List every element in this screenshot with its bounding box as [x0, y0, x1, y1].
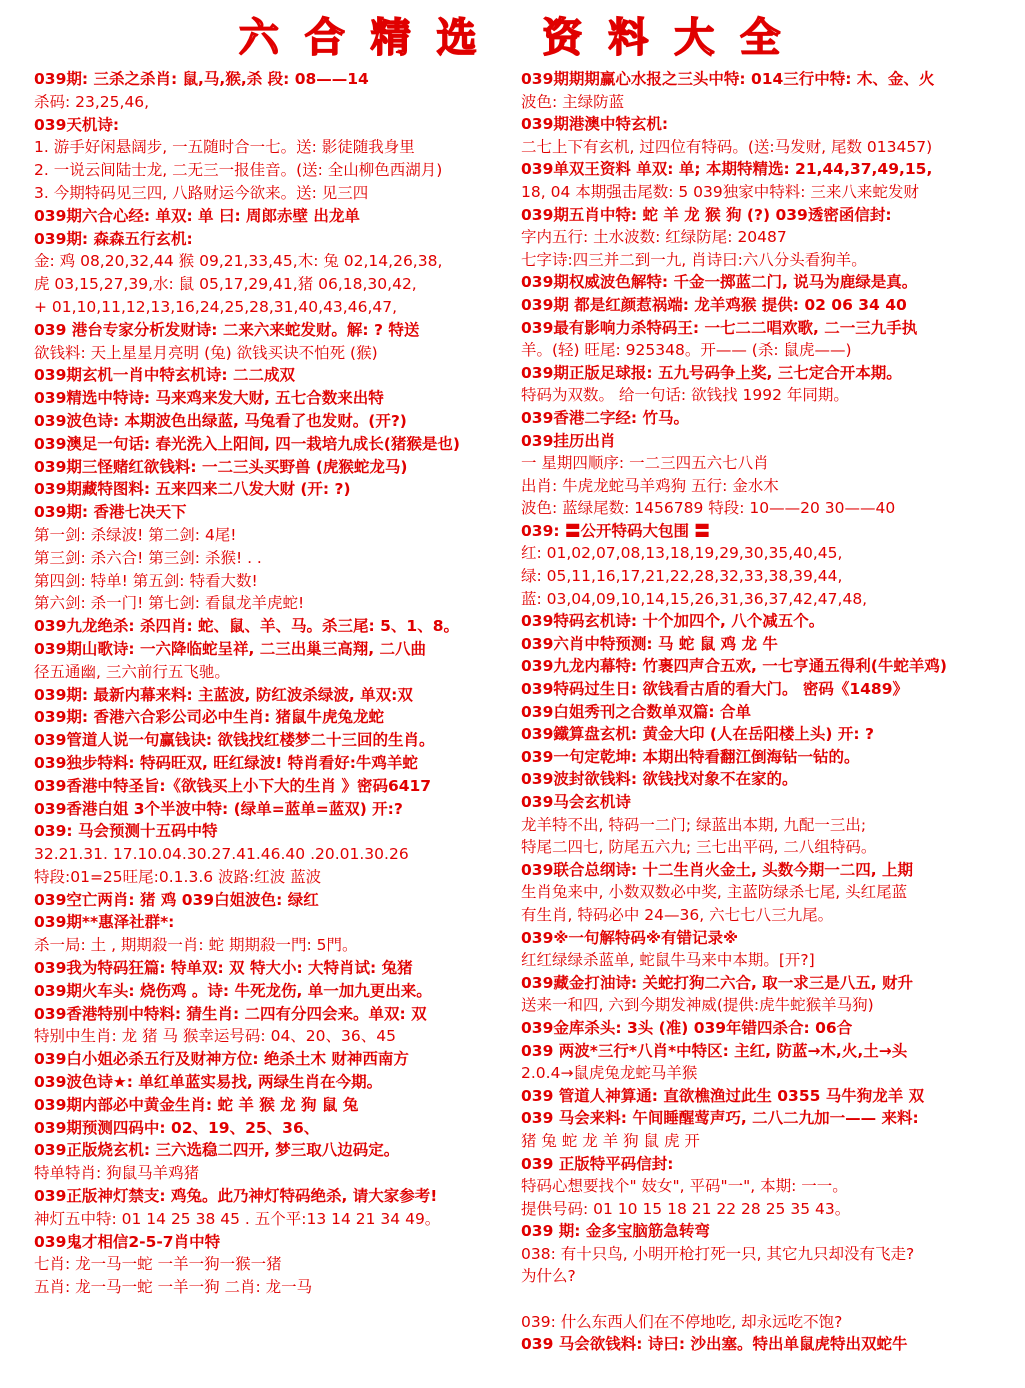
right-column-line: 039 马会欲钱料: 诗曰: 沙出塞。特出单鼠虎特出双蛇牛	[521, 1335, 908, 1354]
left-column-line: 32.21.31. 17.10.04.30.27.41.46.40 .20.01.30.26	[34, 845, 409, 864]
left-column-line: 039期: 香港七决天下	[34, 503, 187, 522]
left-column-line: 039香港白姐 3个半波中特: (绿单=蓝单=蓝双) 开:?	[34, 799, 403, 818]
left-column-line: 杀一局: 土 , 期期殺一肖: 蛇 期期殺一門: 5門。	[34, 936, 358, 955]
right-column-line: 039马会玄机诗	[521, 793, 631, 811]
left-column-line: 039 港台专家分析发财诗: 二来六来蛇发财。解: ? 特送	[34, 320, 420, 339]
right-column-line: 039波封欲钱料: 欲钱找对象不在家的。	[521, 770, 798, 789]
right-column-line: 039特码玄机诗: 十个加四个, 八个减五个。	[521, 612, 825, 631]
right-column-line: 18, 04 本期强击尾数: 5 039独家中特料: 三来八来蛇发财	[521, 182, 919, 201]
left-column-line: 039期三怪赌红欲钱料: 一二三头买野兽 (虎猴蛇龙马)	[34, 457, 408, 476]
right-column-line: 039: 什么东西人们在不停地吃, 却永远吃不饱?	[521, 1312, 843, 1331]
right-column-line: 039 管道人神算通: 直欲樵渔过此生 0355 马牛狗龙羊 双	[521, 1086, 925, 1105]
left-column-line: 039期六合心经: 单双: 单 曰: 周郎赤壁 出龙单	[34, 206, 360, 225]
left-column-line: 特别中生肖: 龙 猪 马 猴幸运号码: 04、20、36、45	[34, 1027, 396, 1046]
right-column-line	[521, 1288, 996, 1311]
left-column-line: 特单特肖: 狗鼠马羊鸡猪	[34, 1164, 200, 1183]
right-column-line: 039 马会来料: 午间睡醒莺声巧, 二八二九加一—— 来料:	[521, 1109, 919, 1128]
right-column-line: 039最有影响力杀特码王: 一七二二唱欢歌, 二一三九手执	[521, 318, 918, 337]
left-column-line: 特段:01=25旺尾:0.1.3.6 波路:红波 蓝波	[34, 867, 322, 886]
left-column-line: 1. 游手好闲悬阔步, 一五随时合一七。送: 影徒随我身里	[34, 138, 415, 157]
left-column-line: 杀码: 23,25,46,	[34, 92, 150, 111]
left-column-line: 039期**惠泽社群*:	[34, 913, 175, 932]
right-column-line: 送来一和四, 六到今期发神威(提供:虎牛蛇猴羊马狗)	[521, 996, 874, 1015]
left-column-line: 039空亡两肖: 猪 鸡 039白姐波色: 绿红	[34, 890, 319, 909]
left-column-line: 五肖: 龙一马一蛇 一羊一狗 二肖: 龙一马	[34, 1278, 313, 1297]
left-column-line: 第三剑: 杀六合! 第三剑: 杀猴! . .	[34, 548, 262, 567]
right-column-line: 039单双王资料 单双: 单; 本期特精选: 21,44,37,49,15,	[521, 160, 933, 179]
right-column-line: 039期港澳中特玄机:	[521, 115, 669, 134]
left-column	[34, 68, 506, 1299]
right-column-line: 一 星期四顺序: 一二三四五六七八肖	[521, 454, 769, 473]
right-column-line: 039一句定乾坤: 本期出特看翻江倒海钻一钻的。	[521, 747, 860, 766]
right-column-line: 039白姐秀刊之合数单双篇: 合单	[521, 702, 751, 721]
right-column-line: 出肖: 牛虎龙蛇马羊鸡狗 五行: 金水木	[521, 476, 779, 495]
right-column-line: 039期期期赢心水报之三头中特: 014三行中特: 木、金、火	[521, 70, 935, 88]
right-column-line: 绿: 05,11,16,17,21,22,28,32,33,38,39,44,	[521, 567, 843, 586]
left-column-line: 039: 马会预测十五码中特	[34, 822, 218, 841]
right-column-line: 039期正版足球报: 五九号码争上奖, 三七定合开本期。	[521, 363, 902, 382]
right-column-line: 039期权威波色解特: 千金一掷蓝二门, 说马为鹿绿是真。	[521, 273, 918, 292]
left-column-line: 039白小姐必杀五行及财神方位: 绝杀土木 财神西南方	[34, 1050, 409, 1069]
left-column-line: 第四剑: 特单! 第五剑: 特看大数!	[34, 571, 258, 590]
left-column-line: 第一剑: 杀绿波! 第二剑: 4尾!	[34, 525, 237, 544]
right-column-line: 039挂历出肖	[521, 431, 616, 450]
left-column-line: 039香港中特圣旨:《欲钱买上小下大的生肖 》密码6417	[34, 776, 432, 795]
left-column-line: 039期: 最新内幕来料: 主蓝波, 防红波杀绿波, 单双:双	[34, 685, 413, 704]
right-column-line: 猪 兔 蛇 龙 羊 狗 鼠 虎 开	[521, 1131, 700, 1150]
right-column-line: 生肖兔来中, 小数双数必中奖, 主蓝防绿杀七尾, 头红尾蓝	[521, 883, 908, 902]
left-column-line: 039期: 森森五行玄机:	[34, 229, 193, 248]
right-column-line: 二七上下有玄机, 过四位有特码。(送:马发财, 尾数 013457)	[521, 137, 933, 156]
left-column-line: 039天机诗:	[34, 115, 120, 134]
right-column	[521, 68, 996, 1356]
left-column-line: 金: 鸡 08,20,32,44 猴 09,21,33,45,木: 兔 02,14,26,38,	[34, 252, 443, 271]
right-column-line: 有生肖, 特码必中 24—36, 六七七八三九尾。	[521, 905, 834, 924]
left-column-line: 039九龙绝杀: 杀四肖: 蛇、鼠、羊、马。杀三尾: 5、1、8。	[34, 617, 459, 636]
left-column-line: 039期藏特图料: 五来四来二八发大财 (开: ?)	[34, 480, 351, 499]
right-column-line: 039九龙内幕特: 竹裹四声合五欢, 一七亨通五得利(牛蛇羊鸡)	[521, 657, 947, 676]
right-column-line: 039 两波*三行*八肖*中特区: 主红, 防蓝→木,火,土→头	[521, 1041, 908, 1060]
right-column-line: 039特码过生日: 欲钱看古盾的看大门。 密码《1489》	[521, 680, 908, 699]
left-column-line: 七肖: 龙一马一蛇 一羊一狗一猴一猪	[34, 1255, 282, 1274]
left-column-line: 039波色诗★: 单红单蓝实易找, 两绿生肖在今期。	[34, 1073, 383, 1092]
right-column-line: 为什么?	[521, 1267, 576, 1286]
right-column-line: 七字诗:四三并二到一九, 肖诗曰:六八分头看狗羊。	[521, 250, 867, 269]
right-column-line: 039金库杀头: 3头 (准) 039年错四杀合: 06合	[521, 1018, 853, 1037]
left-column-line: 039期预测四码中: 02、19、25、36、	[34, 1118, 320, 1137]
left-column-line: 039香港特别中特料: 猜生肖: 二四有分四会来。单双: 双	[34, 1004, 427, 1023]
right-column-line: 红: 01,02,07,08,13,18,19,29,30,35,40,45,	[521, 544, 843, 563]
left-column-line: 039澳足一句话: 春光洗入上阳间, 四一栽培九成长(猪猴是也)	[34, 434, 460, 453]
right-column-line: 特尾二四七, 防尾五六九; 三七出平码, 二八组特码。	[521, 838, 877, 857]
right-column-line: 提供号码: 01 10 15 18 21 22 28 25 35 43。	[521, 1199, 851, 1218]
left-column-line: 039独步特料: 特码旺双, 旺红绿波! 特肖看好:牛鸡羊蛇	[34, 753, 418, 772]
left-column-line: 神灯五中特: 01 14 25 38 45 . 五个平:13 14 21 34 49。	[34, 1209, 441, 1228]
right-column-line: 波色: 蓝绿尾数: 1456789 特段: 10——20 30——40	[521, 499, 896, 518]
left-column-line: 039期火车头: 烧伤鸡 。诗: 牛死龙伤, 单一加九更出来。	[34, 981, 432, 1000]
right-column-line: 特码心想要找个" 妓女", 平码"一", 本期: 一一。	[521, 1177, 848, 1196]
left-column-line: 039鬼才相信2-5-7肖中特	[34, 1232, 221, 1251]
left-column-line: 039精选中特诗: 马来鸡来发大财, 五七合数来出特	[34, 389, 384, 408]
right-column-line: 039香港二字经: 竹马。	[521, 408, 689, 427]
page-title: 六 合 精 选 资 料 大 全	[238, 14, 787, 61]
left-column-line: 039管道人说一句赢钱诀: 欲钱找红楼梦二十三回的生肖。	[34, 731, 435, 750]
right-column-line: 038: 有十只鸟, 小明开枪打死一只, 其它九只却没有飞走?	[521, 1244, 915, 1263]
right-column-line: 2.0.4→鼠虎兔龙蛇马羊猴	[521, 1064, 698, 1083]
left-column-line: 虎 03,15,27,39,水: 鼠 05,17,29,41,猪 06,18,30,42,	[34, 275, 417, 294]
right-column-line: 039六肖中特预测: 马 蛇 鼠 鸡 龙 牛	[521, 634, 778, 653]
right-column-line: 039藏金打油诗: 关蛇打狗二六合, 取一求三是八五, 财升	[521, 973, 914, 992]
right-column-line: 039期 都是红颜惹祸端: 龙羊鸡猴 提供: 02 06 34 40	[521, 295, 907, 314]
right-column-line: 字内五行: 土水波数: 红绿防尾: 20487	[521, 228, 787, 247]
left-column-line: 039期: 香港六合彩公司必中生肖: 猪鼠牛虎兔龙蛇	[34, 708, 385, 727]
right-column-line: 羊。(轻) 旺尾: 925348。开—— (杀: 鼠虎——)	[521, 341, 852, 360]
left-column-line: 039期玄机一肖中特玄机诗: 二二成双	[34, 366, 295, 385]
right-column-line: 特码为双数。 给一句话: 欲钱找 1992 年同期。	[521, 386, 849, 405]
left-column-line: 039期山歌诗: 一六降临蛇呈祥, 二三出巢三高翔, 二八曲	[34, 639, 427, 658]
left-column-line: 2. 一说云间陆士龙, 二无三一报佳音。(送: 全山柳色西湖月)	[34, 161, 443, 180]
right-column-line: 波色: 主绿防蓝	[521, 92, 625, 111]
left-column-line: 3. 今期特码见三四, 八路财运今欲来。送: 见三四	[34, 183, 369, 202]
left-column-line: 039我为特码狂篇: 特单双: 双 特大小: 大特肖试: 兔猪	[34, 959, 413, 978]
left-column-line: 039正版烧玄机: 三六选稳二四开, 梦三取八边码定。	[34, 1141, 400, 1160]
left-column-line: 径五通幽, 三六前行五飞驰。	[34, 662, 230, 681]
right-column-line: 039鐵算盘玄机: 黄金大印 (人在岳阳楼上头) 开: ?	[521, 725, 874, 744]
right-column-line: 039联合总纲诗: 十二生肖火金土, 头数今期一二四, 上期	[521, 860, 914, 879]
left-column-line: 039正版神灯禁支: 鸡兔。此乃神灯特码绝杀, 请大家参考!	[34, 1187, 438, 1206]
right-column-line: 039 期: 金多宝脑筋急转弯	[521, 1222, 710, 1241]
right-column-line: 039: 〓公开特码大包围 〓	[521, 521, 710, 540]
left-column-line: + 01,10,11,12,13,16,24,25,28,31,40,43,46,47,	[34, 297, 398, 316]
left-column-line: 039期: 三杀之杀肖: 鼠,马,猴,杀 段: 08——14	[34, 70, 369, 88]
left-column-line: 第六剑: 杀一门! 第七剑: 看鼠龙羊虎蛇!	[34, 594, 305, 613]
right-column-line: 039※一句解特码※有错记录※	[521, 928, 739, 947]
right-column-line: 龙羊特不出, 特码一二门; 绿蓝出本期, 九配一三出;	[521, 815, 867, 834]
right-column-line: 039期五肖中特: 蛇 羊 龙 猴 狗 (?) 039透密函信封:	[521, 205, 892, 224]
right-column-line: 039 正版特平码信封:	[521, 1154, 674, 1173]
left-column-line: 039期内部必中黄金生肖: 蛇 羊 猴 龙 狗 鼠 兔	[34, 1095, 359, 1114]
right-column-line: 蓝: 03,04,09,10,14,15,26,31,36,37,42,47,48,	[521, 589, 868, 608]
right-column-line: 红红绿绿杀蓝单, 蛇鼠牛马来中本期。[开?]	[521, 951, 815, 970]
left-column-line: 欲钱料: 天上星星月亮明 (兔) 欲钱买诀不怕死 (猴)	[34, 343, 378, 362]
left-column-line: 039波色诗: 本期波色出绿蓝, 马兔看了也发财。(开?)	[34, 411, 407, 430]
